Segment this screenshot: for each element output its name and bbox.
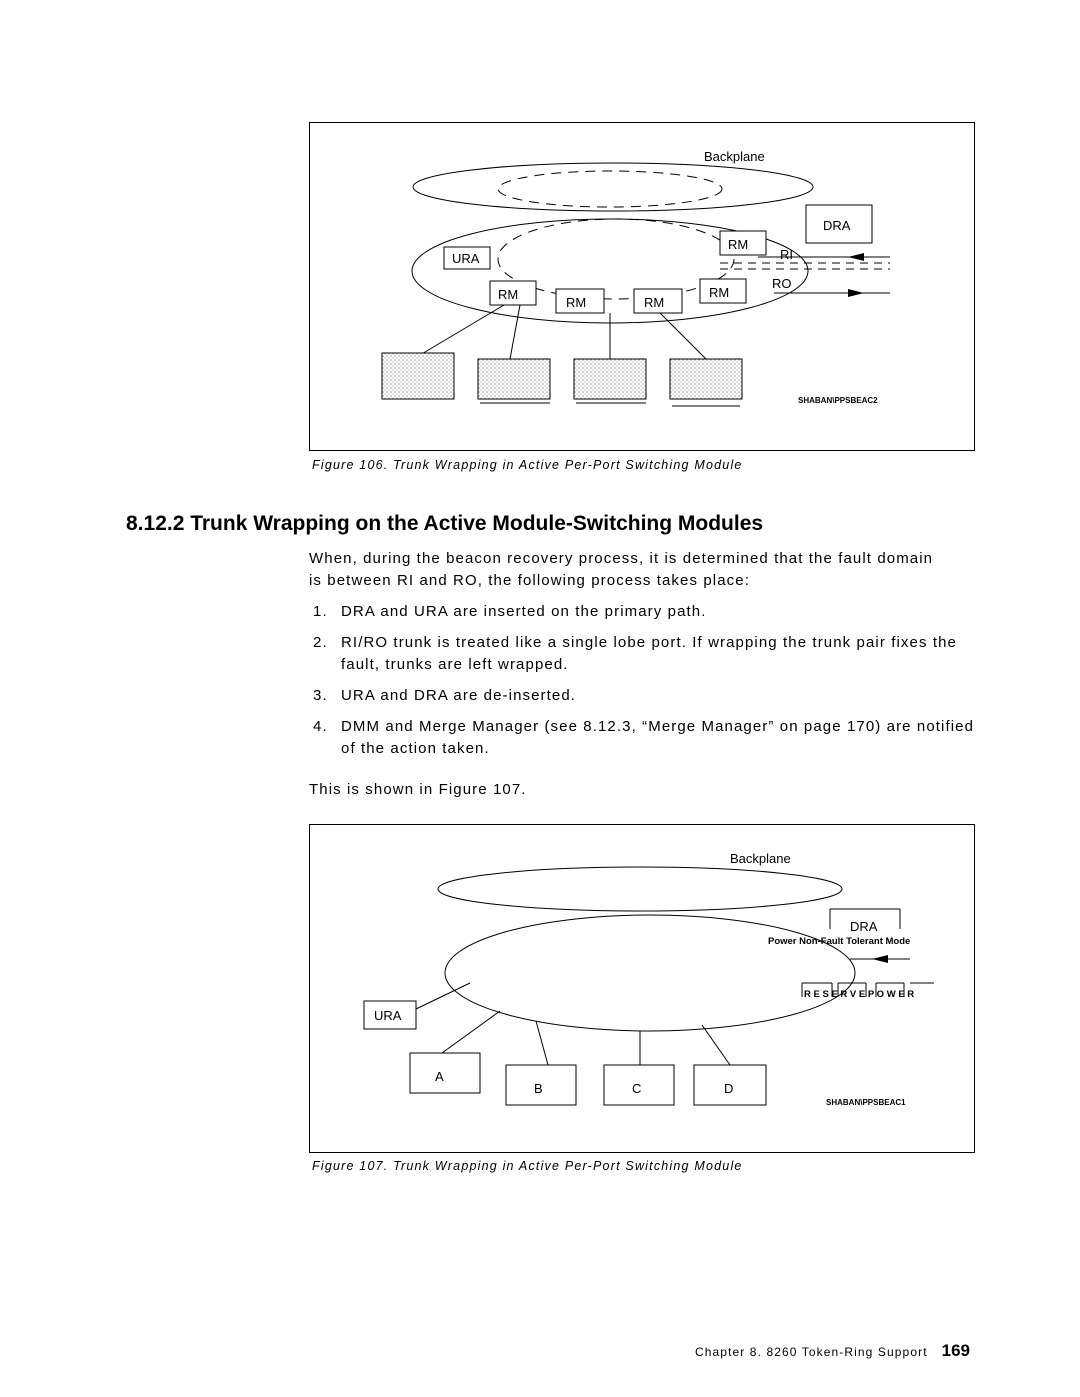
list-item-number: 4. — [313, 718, 328, 735]
backplane-inner-dashed — [498, 171, 722, 207]
chapter-label: Chapter 8. 8260 Token-Ring Support — [694, 1345, 928, 1359]
intro-line-2: is between RI and RO, the following process takes place: — [309, 572, 750, 589]
reserve-power-label: R E S E R V E P O W E R — [804, 989, 915, 1000]
box-d-label: D — [724, 1081, 734, 1096]
lobe-device-4 — [670, 359, 742, 399]
figure-107-diagram — [310, 825, 974, 1152]
page-number: 169 — [941, 1341, 970, 1360]
figure-106-diagram — [310, 123, 974, 450]
list-item-text: DMM and Merge Manager (see 8.12.3, “Merge Manager” on page 170) are notified of the action taken. — [341, 718, 975, 757]
list-item-number: 1. — [313, 603, 328, 620]
list-item-text: DRA and URA are inserted on the primary path. — [341, 603, 707, 620]
arrow — [872, 955, 888, 963]
rm-label: RM — [728, 237, 749, 252]
box-a — [410, 1053, 480, 1093]
list-item — [313, 716, 983, 760]
rm-label: RM — [709, 285, 730, 300]
backplane-label: Backplane — [730, 851, 791, 866]
list-item — [313, 601, 983, 623]
box-b-label: B — [534, 1081, 543, 1096]
box-c-label: C — [632, 1081, 642, 1096]
rm-label: RM — [644, 295, 665, 310]
dra-label: DRA — [823, 218, 851, 233]
page-footer — [695, 1341, 970, 1361]
figure-107 — [309, 824, 975, 1153]
list-item-number: 3. — [313, 687, 328, 704]
list-item — [313, 685, 983, 707]
intro-paragraph — [309, 548, 989, 592]
figure-106-caption: Figure 106. Trunk Wrapping in Active Per-Port Switching Module — [312, 458, 743, 472]
ri-label: RI — [780, 247, 793, 262]
steps-list — [313, 601, 983, 769]
rm-label: RM — [498, 287, 519, 302]
ro-label: RO — [772, 276, 792, 291]
ri-arrow — [848, 253, 864, 261]
ura-label: URA — [452, 251, 480, 266]
dra-label: DRA — [850, 919, 878, 934]
figure-id: SHABAN\PPSBEAC2 — [798, 396, 878, 405]
ring-ellipse — [445, 915, 855, 1031]
figure-reference: This is shown in Figure 107. — [309, 781, 527, 798]
box-a-label: A — [435, 1069, 444, 1084]
list-item-number: 2. — [313, 634, 328, 651]
list-item — [313, 632, 983, 676]
list-item-text: URA and DRA are de-inserted. — [341, 687, 577, 704]
list-item-text: RI/RO trunk is treated like a single lobe port. If wrapping the trunk pair fixes the fault, trunks are left wrapped. — [341, 634, 957, 673]
rm-label: RM — [566, 295, 587, 310]
figure-id: SHABAN\PPSBEAC1 — [826, 1098, 906, 1107]
lobe-device-3 — [574, 359, 646, 399]
lobe-device-2 — [478, 359, 550, 399]
ura-label: URA — [374, 1008, 402, 1023]
figure-106 — [309, 122, 975, 451]
backplane-label: Backplane — [704, 149, 765, 164]
ro-arrow — [848, 289, 864, 297]
backplane-ellipse — [413, 163, 813, 211]
section-heading: 8.12.2 Trunk Wrapping on the Active Module-Switching Modules — [126, 512, 764, 535]
lobe-device-1 — [382, 353, 454, 399]
figure-107-caption: Figure 107. Trunk Wrapping in Active Per-Port Switching Module — [312, 1159, 743, 1173]
backplane-ellipse — [438, 867, 842, 911]
intro-line-1: When, during the beacon recovery process, it is determined that the fault domain — [309, 550, 934, 567]
power-mode-label: Power Non-Fault Tolerant Mode — [768, 936, 911, 947]
